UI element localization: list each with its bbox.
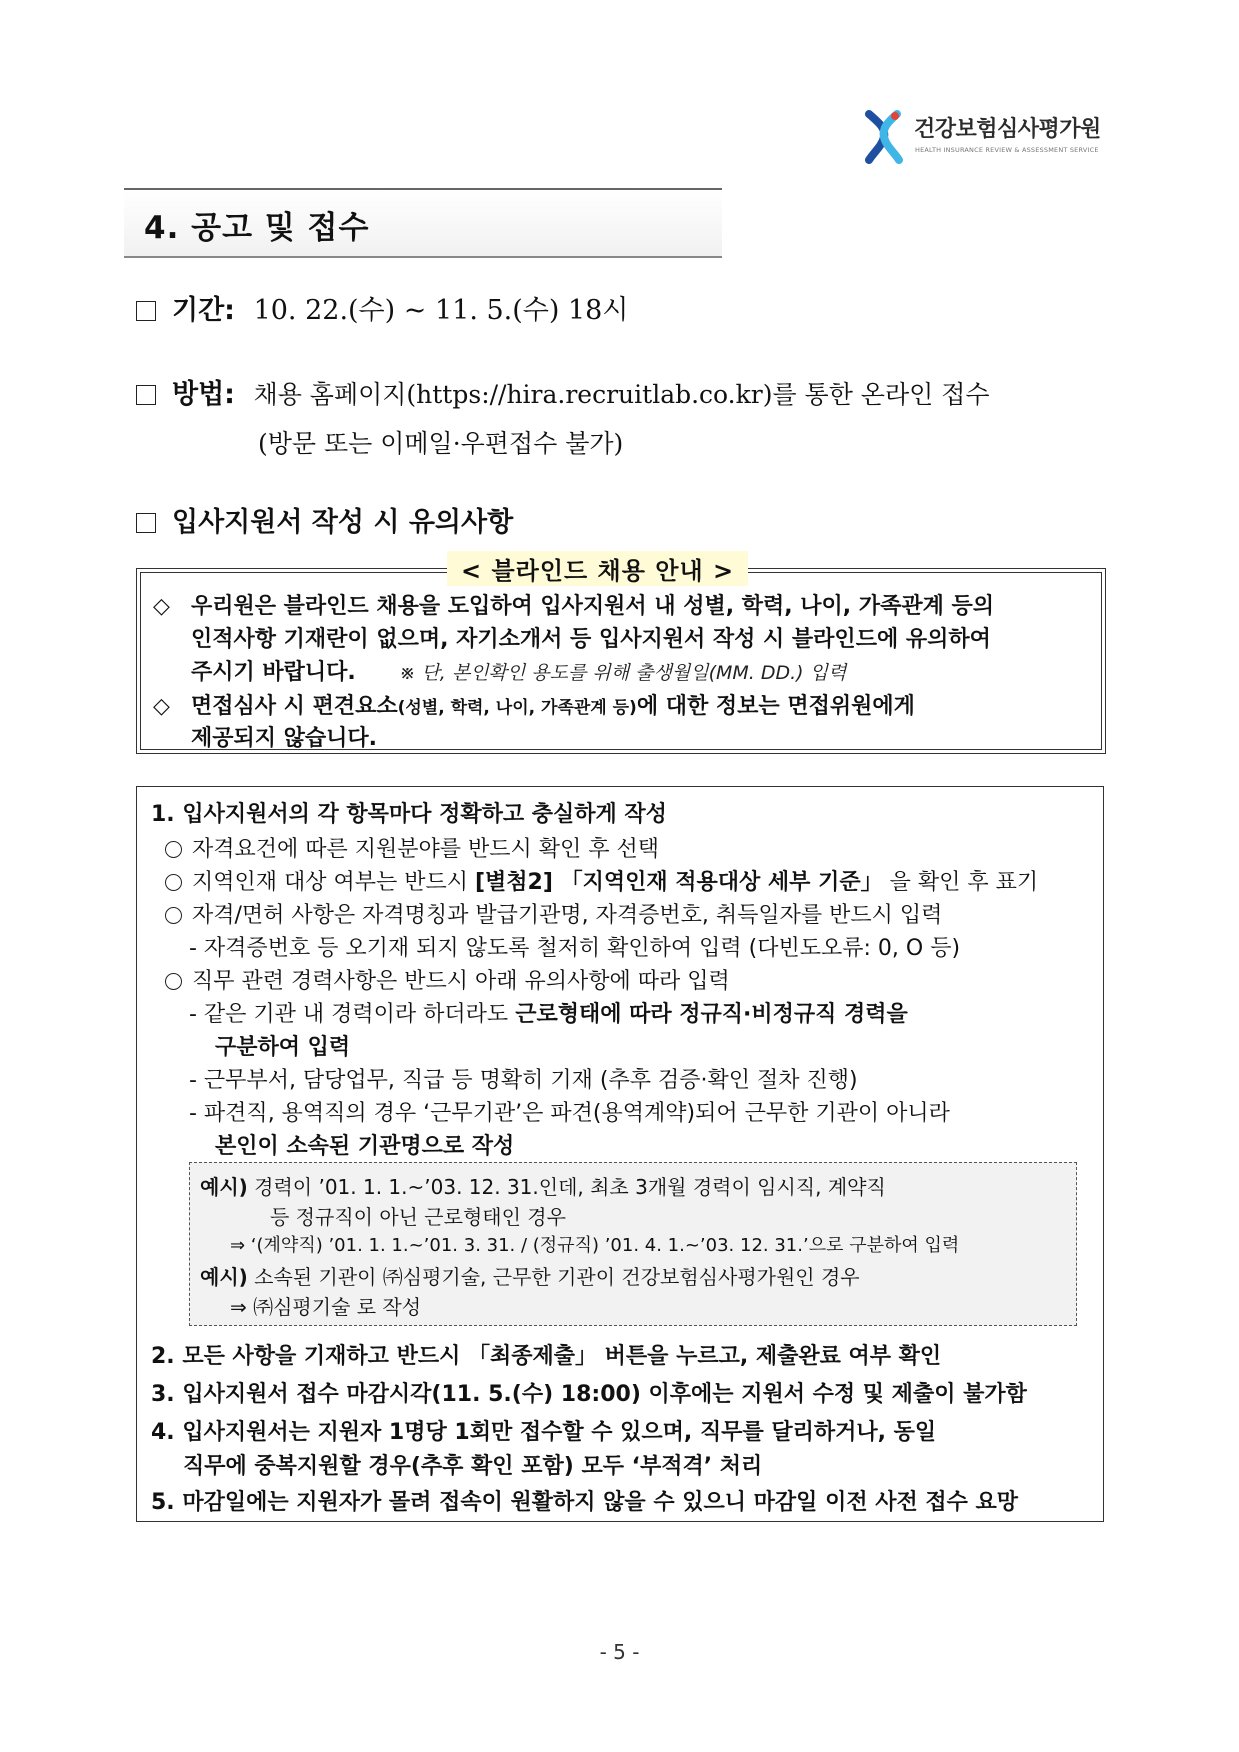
- example-2-text: 소속된 기관이 ㈜심평기술, 근무한 기관이 건강보험심사평가원인 경우: [254, 1265, 860, 1289]
- logo-name-ko: 건강보험심사평가원: [914, 117, 1101, 142]
- diamond-icon: ◇: [153, 594, 170, 619]
- rule-5: 5. 마감일에는 지원자가 몰려 접속이 원활하지 않을 수 있으니 마감일 이전 사전 접수 요망: [151, 1490, 1019, 1515]
- checkbox-square-icon: [136, 513, 156, 533]
- blind-title: < 블라인드 채용 안내 >: [447, 551, 748, 586]
- rule-1d-3-line2: 본인이 소속된 기관명으로 작성: [215, 1134, 515, 1159]
- logo-name-en: HEALTH INSURANCE REVIEW & ASSESSMENT SERVICE: [915, 146, 1099, 154]
- method-line1: 채용 홈페이지(https://hira.recruitlab.co.kr)를 통한 온라인 접수: [253, 380, 990, 409]
- rule-1c-text: 자격/면허 사항은 자격명칭과 발급기관명, 자격증번호, 취득일자를 반드시 입력: [192, 903, 943, 928]
- rule-1b-pre: 지역인재 대상 여부는 반드시: [192, 870, 475, 895]
- rule-3: 3. 입사지원서 접수 마감시각(11. 5.(수) 18:00) 이후에는 지원서 수정 및 제출이 불가함: [151, 1382, 1027, 1407]
- rule-1d-1-bold: 근로형태에 따라 정규직·비정규직 경력을: [515, 1002, 908, 1027]
- section-title: 4. 공고 및 접수: [144, 210, 370, 246]
- rule-2: 2. 모든 사항을 기재하고 반드시 「최종제출」 버튼을 누르고, 제출완료 여부 확인: [151, 1344, 942, 1369]
- rule-4-line1: 4. 입사지원서는 지원자 1명당 1회만 접수할 수 있으며, 직무를 달리하거나, 동일: [151, 1420, 937, 1445]
- notes-heading: 입사지원서 작성 시 유의사항: [172, 507, 514, 538]
- circle-bullet-icon: [165, 841, 182, 858]
- period-row: [136, 288, 628, 327]
- rule-1d-2: - 근무부서, 담당업무, 직급 등 명확히 기재 (추후 검증·확인 절차 진행): [189, 1068, 858, 1093]
- example-label: 예시): [200, 1265, 248, 1289]
- blind-item1-line3: [191, 655, 846, 686]
- rule-1c: [165, 898, 942, 929]
- blind-item1-line2: 인적사항 기재란이 없으며, 자기소개서 등 입사지원서 작성 시 블라인드에 유의하여: [191, 627, 991, 652]
- method-label: 방법:: [172, 379, 235, 410]
- rule-1c-1: - 자격증번호 등 오기재 되지 않도록 철저히 확인하여 입력 (다빈도오류: 0, O 등): [189, 936, 961, 961]
- blind-item2-part1: 면접심사 시 편견요소: [191, 694, 398, 719]
- hira-logo: [864, 108, 1114, 164]
- notes-heading-row: [136, 500, 513, 539]
- rule-1a-text: 자격요건에 따른 지원분야를 반드시 확인 후 선택: [192, 837, 660, 862]
- rule-1d-1: [189, 997, 908, 1028]
- rule-1b-bold: [별첨2] 「지역인재 적용대상 세부 기준」: [475, 870, 883, 895]
- example-2-result: ⇒ ㈜심평기술 로 작성: [230, 1295, 422, 1319]
- checkbox-square-icon: [136, 301, 156, 321]
- blind-recruitment-box: [136, 557, 1106, 754]
- circle-bullet-icon: [165, 874, 182, 891]
- blind-item1-note: ※ 단, 본인확인 용도를 위해 출생월일(MM. DD.) 입력: [399, 662, 847, 684]
- rule-4-line2: 직무에 중복지원할 경우(추후 확인 포함) 모두 ‘부적격’ 처리: [183, 1454, 763, 1479]
- rule-1d: [165, 964, 730, 995]
- example-1-result: ⇒ ‘(계약직) ’01. 1. 1.~’01. 3. 31. / (정규직) ’01. 4. 1.~’03. 12. 31.’으로 구분하여 입력: [230, 1235, 960, 1256]
- rule-1a: [165, 832, 659, 863]
- rule-1d-3: - 파견직, 용역직의 경우 ‘근무기관’은 파견(용역계약)되어 근무한 기관이 아니라: [189, 1101, 950, 1126]
- blind-item2-part3: 에 대한 정보는 면접위원에게: [636, 694, 915, 719]
- page-number: - 5 -: [599, 1640, 640, 1664]
- example-2-line1: [200, 1261, 860, 1290]
- example-box: [189, 1162, 1077, 1326]
- rules-box: [136, 786, 1104, 1522]
- circle-bullet-icon: [165, 973, 182, 990]
- period-label: 기간:: [172, 295, 235, 326]
- rule-1d-1-pre: - 같은 기관 내 경력이라 하더라도: [189, 1002, 516, 1027]
- rule-1d-1-line2: 구분하여 입력: [215, 1035, 351, 1060]
- rule-1b: [165, 865, 1038, 896]
- example-1-line1: [200, 1171, 886, 1200]
- period-value: 10. 22.(수) ~ 11. 5.(수) 18시: [253, 295, 629, 326]
- example-1-text: 경력이 ’01. 1. 1.~’03. 12. 31.인데, 최초 3개월 경력이 임시직, 계약직: [254, 1175, 886, 1199]
- hira-logo-mark-icon: [864, 110, 904, 164]
- example-1-line2: 등 정규직이 아닌 근로형태인 경우: [270, 1205, 566, 1229]
- method-row: [136, 372, 990, 411]
- blind-item1-line1: [153, 589, 994, 620]
- blind-item2-line1: [153, 689, 915, 720]
- example-label: 예시): [200, 1175, 248, 1199]
- blind-item1-text: 우리원은 블라인드 채용을 도입하여 입사지원서 내 성별, 학력, 나이, 가족관계 등의: [191, 594, 994, 619]
- method-line2: (방문 또는 이메일·우편접수 불가): [258, 429, 624, 458]
- diamond-icon: ◇: [153, 694, 170, 719]
- rule-1b-post: 을 확인 후 표기: [882, 870, 1039, 895]
- rule-1d-text: 직무 관련 경력사항은 반드시 아래 유의사항에 따라 입력: [192, 969, 730, 994]
- blind-item2-line2: 제공되지 않습니다.: [191, 726, 378, 751]
- blind-item1-line3-text: 주시기 바랍니다.: [191, 660, 356, 685]
- checkbox-square-icon: [136, 385, 156, 405]
- section-heading: [124, 188, 722, 258]
- circle-bullet-icon: [165, 907, 182, 924]
- blind-item2-part2: (성별, 학력, 나이, 가족관계 등): [397, 698, 637, 718]
- rule-1: 1. 입사지원서의 각 항목마다 정확하고 충실하게 작성: [151, 802, 667, 827]
